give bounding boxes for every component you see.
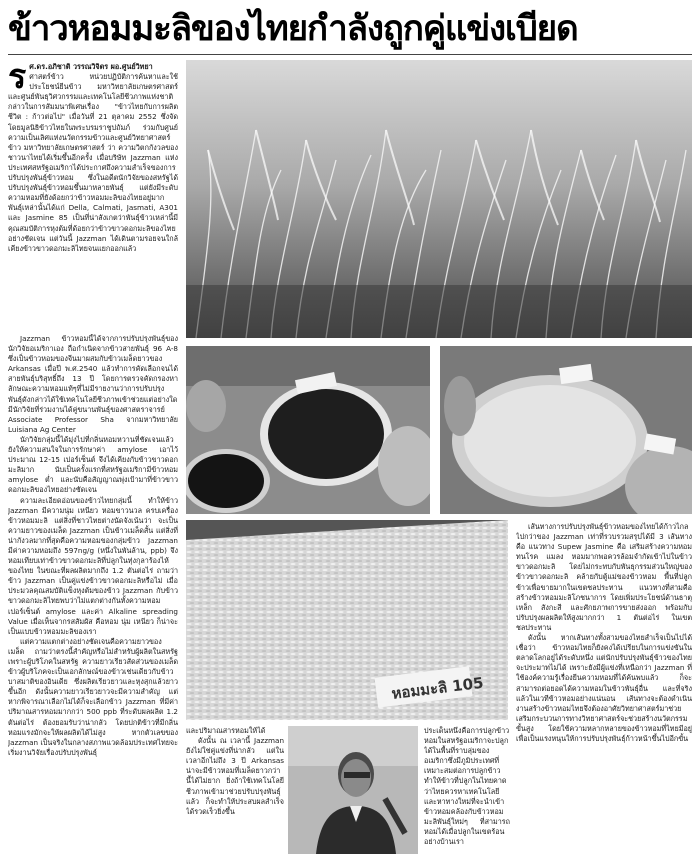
article-column-3 (424, 726, 510, 854)
headline-rule (8, 54, 692, 55)
speaker-portrait-photo (288, 726, 418, 854)
article-paragraph: Jazzman ข้าวหอมนี้ได้จากการปรับปรุงพันธุ์ของนักวิจัยอเมริกาเอง ถือกำเนิดจากข้าวสายพันธุ์ 96 A-8 ซึ่งเป็นข้าวหอมของจีนมาผสมกับข้าวเมล็ดยาวของ Arkansas เมื่อปี พ.ศ.2540 แล้วทำการคัดเลือกจนได้สายพันธุ์บริสุทธิ์ถึง 13 ปี โดยการตรวจคัดกรองหาลักษณะความหอมแท้ๆที่ไม่มีรายงานว่าการปรับปรุงพันธุ์ดังกล่าวได้ใช้เทคโนโลยีชีวภาพเข้าช่วยแต่อย่างใด มีนักวิจัยที่ร่วมงานได้คู่ขนานพันธุ์ของศาสตราจารย์ Associate Professor Sha จากมหาวิทยาลัย Luisiana Ag Center (8, 334, 178, 434)
article-paragraph: แต่ความแตกต่างอย่างชัดเจนคือความยาวของเมล็ด ถามว่าตรงนี้สำคัญหรือไม่สำหรับผู้ผลิตในสหรัฐ เพราะผู้บริโภคในสหรัฐ ความยาวเรียวสัดส่วนของเมล็ดข้าวผู้บริโภคจะเป็นเอกลักษณ์ของข้าวเช่นเดียวกับข้าวบาสมาติของอินเดีย ซึ่งผลิตเรียวยาวและหุงสุกแล้วยาวขึ้นอีก ดังนั้นความยาวเรียวยาวจะมีความสำคัญ แต่หากพิจารณาเลือกไม่ได้ก็จะเลือกข้าว Jazzman ที่มีค่าปริมาณสารหอมมากกว่า 500 ppb ที่ระดับผลผลิต 1.2 ตันต่อไร่ ต้องยอมรับว่าน่ากลัว โดยปกติข้าวที่มีกลิ่นหอมแรงมักจะให้ผลผลิตได้ไม่สูง หากตัวเลขของ Jazzman เป็นจริงในกลางสภาพแวดล้อมประเทศไทยจะเริ่มงานวิจัยเรื่องปรับปรุงพันธุ์ (8, 636, 178, 757)
rice-field-photo (186, 60, 692, 338)
drop-cap: ร (8, 62, 27, 97)
rice-grain-tray-illustration (186, 520, 508, 720)
black-rice-photo (186, 346, 430, 514)
article-paragraph: ดังนั้น ณ เวลานี้ Jazzman ยังไม่ใช่คู่แข่งที่น่ากลัว แต่ในเวลาอีกไม่ถึง 3 ปี Arkansas น่าจะมีข้าวหอมที่เมล็ดยาวกว่านี้ได้ไม่ยาก ยิ่งถ้าใช้เทคโนโลยีชีวภาพเข้ามาช่วยปรับปรุงพันธุ์แล้ว ก็จะทำให้ประสบผลสำเร็จได้รวดเร็วยิ่งขึ้น (186, 736, 284, 816)
article-paragraph: ดังนั้น หากเส้นทางทั้งสามของไทยสำเร็จเป็นไปได้ เชื่อว่า ข้าวหอมไทยก็ยังคงได้เปรียบในการแข่งขันในตลาดโลกอยู่ได้ระดับหนึ่ง แต่นักปรับปรุงพันธุ์ข้าวของไทยจะประมาทไม่ได้ เพราะยังมีผู้แข่งที่เหนือกว่า Jazzman ที่ใช้องค์ความรู้เรื่องยีนความหอมที่ได้ค้นพบแล้ว ก็จะสามารถต่อยอดได้ความหอมในข้าวพันธุ์อื่น และที่จริงแล้วในเวทีข้าวหอมอย่างแน่นอน เส้นทางจะต้องดำเนินงานสร้างข้าวหอมไทยจึงต้องอาศัยวิทยาศาสตร์มาช่วยเสริมกระบวนการทางวิทยาศาสตร์จะช่วยสร้างนวัตกรรมขั้นสูง โดยใช้ความหลากหลายของข้าวหอมที่ไทยมีอยู่ เพื่อเป็นแรงหนุนให้การปรับปรุงพันธุ์ก้าวหน้าขึ้นไปอีกขั้น (516, 633, 692, 743)
article-paragraph: เส้นทางการปรับปรุงพันธุ์ข้าวหอมของไทยได้ก้าวไกลไปกว่าของ Jazzman เท่าที่รวบรวมสรุปได้มี 3 เส้นทาง คือ แนวทาง Supew Jasmine คือ เสริมสร้างความหอมทนโรค แมลง หอมมากพอควรล้อมจำกัดเข้าไปในข้าวขาวดอกมะลิ โดยไม่กระทบกับพันธุกรรมส่วนใหญ่ของข้าวขาวดอกมะลิ คล้ายกับตู้แม่ของข้าวหอม พื้นที่ปลูกข้าวเพื่อขายมากในเขตชลประทาน แนวทางที่สามคือสร้างข้าวหอมมะลิโภชนาการ โดยเพิ่มประโยชน์ด้านธาตุเหล็ก สังกะสี และศักยภาพการขายส่งออก พร้อมกับปรับปรุงผลผลิตให้สูงมากกว่า 1 ตันต่อไร่ ในเขตชลประทาน (516, 522, 692, 632)
rice-basket-illustration (440, 346, 692, 514)
article-column-2 (186, 726, 284, 854)
rice-field-illustration (186, 60, 692, 338)
byline: ศ.ดร.อภิชาติ วรรณวิจิตร ผอ.ศูนย์วิทยา (29, 62, 153, 71)
article-column-1-body (8, 334, 178, 852)
article-column-1-top (8, 62, 178, 332)
headline: ข้าวหอมมะลิของไทยกำลังถูกคู่แข่งเบียด (8, 9, 578, 49)
rice-sign-text: หอมมะลิ 105 (390, 673, 485, 703)
speaker-portrait-illustration (288, 726, 418, 854)
article-column-4 (516, 522, 692, 854)
rice-basket-photo (440, 346, 692, 514)
article-paragraph: ประเด็นหนึ่งคือการปลูกข้าวหอมในสหรัฐอเมริกาจะปลูกได้ในพื้นที่ราบลุ่มของอเมริกาซึ่งมีภูมิประเทศที่เหมาะสมต่อการปลูกข้าว ทำให้ข้าวที่ปลูกในไทยคาดว่าไทยควรหาเทคโนโลยีและหาทางใหม่ที่จะนำเข้าข้าวหอมคล้องกับข้าวหอมมะลิพันธุ์ใหม่ๆ ที่สามารถหอมได้เมื่อปลูกในเขตร้อนอย่างบ้านเรา (424, 726, 510, 847)
article-paragraph: และปริมาณสารหอมให้ได้ (186, 726, 266, 735)
article-paragraph: ความละเอียดอ่อนของข้าวไทยกลุ่มนี้ ทำให้ข้าว Jazzman มีความนุ่ม เหนียว หอมขาวนวล ครบเครื่องข้าวหอมมะลิ แต่สิ่งที่ชาวไทยต่างนัดจังเน้นว่า จะเป็นความยาวของเมล็ด Jazzman เป็นข้าวเมล็ดสั้น แต่สิ่งที่น่ากังวลมากที่สุดคือความหอมของกลุ่มข้าว Jazzman มีค่าความหอมถึง 597ng/g (หนึ่งในพันล้าน, ppb) จึงหอมเทียบเท่าข้าวขาวดอกมะลิที่ปลูกในทุ่งกุลาร้องไห้ของไทย ในขณะที่ผลผลิตมากถึง 1.2 ตันต่อไร่ ถามว่าข้าว Jazzman เป็นคู่แข่งข้าวขาวดอกมะลิหรือไม่ เมื่อประมวลคุณสมบัติแข็งหุงต้มของข้าว Jazzman กับข้าวขาวดอกมะลิไทยพบว่าไม่แตกต่างกันทั้งความหอม เปอร์เซ็นต์ amylose และค่า Alkaline spreading Value เมื่อเห็นจากรสสัมผัส คือหอม นุ่ม เหนียว ก็น่าจะเป็นแบบข้าวหอมมะลิของเรา (8, 495, 178, 636)
article-paragraph: ศาสตร์ข้าว หน่วยปฏิบัติการค้นหาและใช้ประโยชน์ยีนข้าว มหาวิทยาลัยเกษตรศาสตร์ และศูนย์พันธุวิศวกรรมและเทคโนโลยีชีวภาพแห่งชาติ กล่าวในการสัมมนาพิเศษเรื่อง "ข้าวไทยกับการผลิตชีวิต : ก้าวต่อไป" เมื่อวันที่ 21 ตุลาคม 2552 ซึ่งจัดโดยมูลนิธิข้าวไทยในพระบรมราชูปถัมภ์ ร่วมกับศูนย์ความเป็นเลิศแห่งนวัตกรรมข้าวและศูนย์วิทยาศาสตร์ข้าว มหาวิทยาลัยเกษตรศาสตร์ ว่า ความวิตกกังวลของชาวนาไทยได้เริ่มขึ้นอีกครั้ง เมื่อบริษัท Jazzman แห่งประเทศสหรัฐอเมริกาได้ประกาศถึงความสำเร็จของการปรับปรุงพันธุ์ข้าวหอม ซึ่งในอดีตนักวิจัยของสหรัฐได้ปรับปรุงพันธุ์ข้าวหอมขึ้นมาหลายพันธุ์ แต่ยังมีระดับความหอมที่ยังด้อยกว่าข้าวหอมมะลิของไทยอยู่มาก พันธุ์เหล่านั้นได้แก่ Della, Calmati, Jasmati, A301 และ Jasmine 85 เป็นที่น่าสังเกตว่าพันธุ์ข้าวเหล่านี้มีคุณสมบัติการหุงต้มที่ด้อยกว่าข้าวขาวดอกมะลิของไทยอย่างชัดเจน แต่วันนี้ Jazzman ได้เดินตามรอยจนใกล้เคียงข้าวขาวดอกมะลิไทยจนแยกออกแล้ว (8, 72, 178, 253)
rice-grain-tray-photo (186, 520, 508, 720)
article-paragraph: นักวิจัยกลุ่มนี้ได้มุ่งไปที่กลิ่นหอมหวานที่ชัดเจนแล้ว ยังให้ความสนใจในการรักษาค่า amylose เอาไว้ประมาณ 12-15 เปอร์เซ็นต์ จึงได้เคียงกับข้าวขาวดอกมะลิมาก นับเป็นครั้งแรกที่สหรัฐอเมริกามีข้าวหอม amylose ต่ำ และนับคือสัญญาณพุ่งเป้ามาที่ข้าวขาวดอกมะลิของไทยอย่างชัดเจน (8, 434, 178, 495)
black-rice-illustration (186, 346, 430, 514)
